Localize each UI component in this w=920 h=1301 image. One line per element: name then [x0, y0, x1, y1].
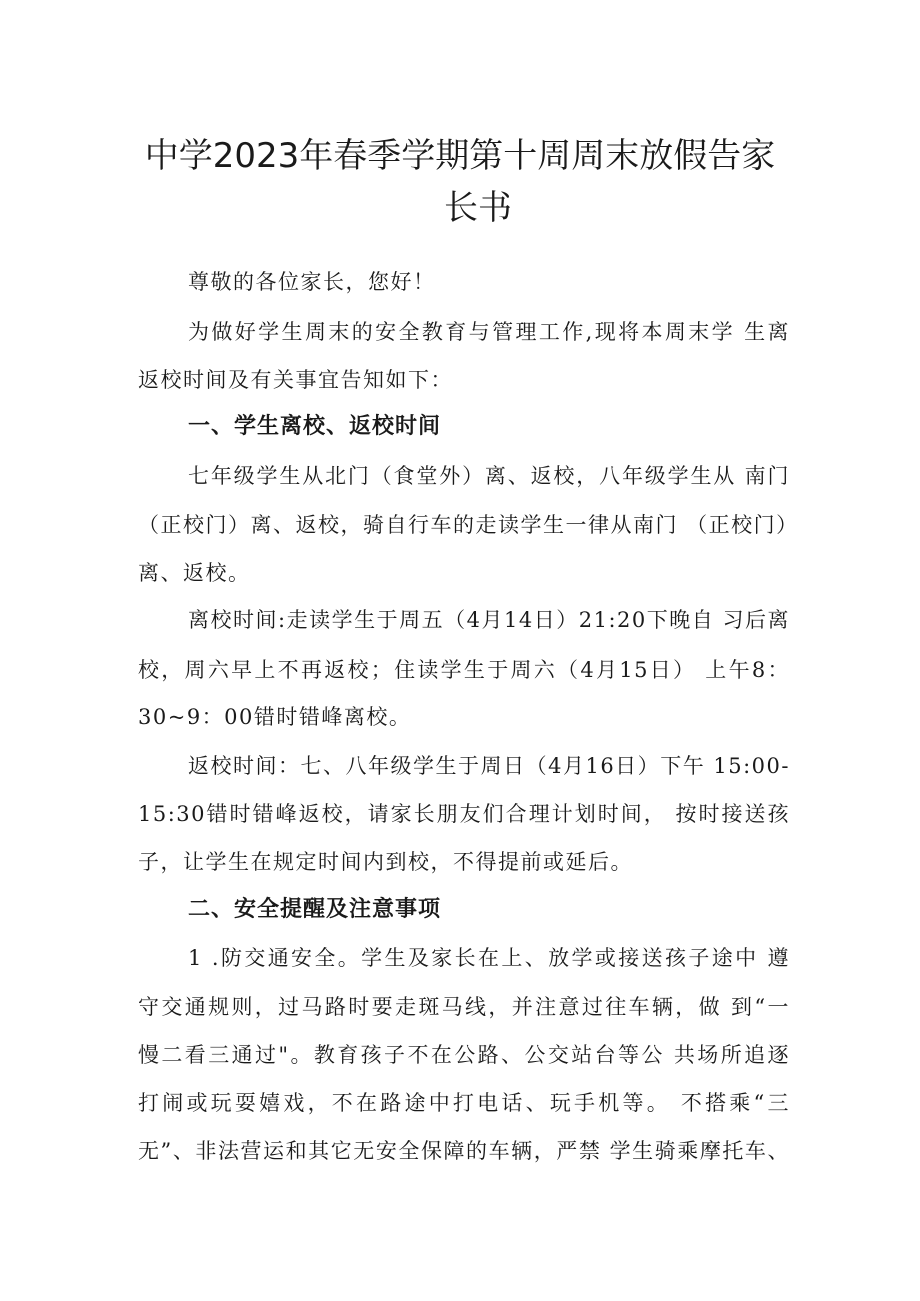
return-time-line-3: 子，让学生在规定时间内到校，不得提前或延后。	[138, 850, 633, 874]
document-title-line-1: 中学2023年春季学期第十周周末放假告家	[144, 136, 776, 176]
traffic-line-2: 守交通规则，过马路时要走斑马线，并注意过往车辆，做 到“一	[138, 995, 790, 1019]
leave-time-line-1: 离校时间:走读学生于周五（4月14日）21:20下晚自 习后离	[188, 608, 790, 632]
gates-line-1: 七年级学生从北门（食堂外）离、返校，八年级学生从 南门	[188, 464, 790, 488]
traffic-line-1: 1 .防交通安全。学生及家长在上、放学或接送孩子途中 遵	[188, 946, 790, 970]
section-2-heading: 二、安全提醒及注意事项	[188, 897, 442, 922]
traffic-line-4: 打闹或玩耍嬉戏，不在路途中打电话、玩手机等。 不搭乘“三	[138, 1091, 790, 1115]
greeting: 尊敬的各位家长，您好！	[188, 270, 436, 294]
leave-time-line-3: 30~9：00错时错峰离校。	[138, 705, 412, 729]
intro-line-2: 返校时间及有关事宜告知如下：	[138, 368, 453, 392]
return-time-line-1: 返校时间：七、八年级学生于周日（4月16日）下午 15:00-	[188, 754, 790, 778]
gates-line-2: （正校门）离、返校，骑自行车的走读学生一律从南门 （正校门）	[138, 513, 799, 537]
intro-line-1: 为做好学生周末的安全教育与管理工作,现将本周末学 生离	[188, 320, 790, 344]
traffic-line-3: 慢二看三通过"。教育孩子不在公路、公交站台等公 共场所追逐	[138, 1043, 790, 1067]
traffic-line-5: 无”、非法营运和其它无安全保障的车辆，严禁 学生骑乘摩托车、	[138, 1139, 790, 1163]
document-title-line-2: 长书	[444, 188, 512, 228]
return-time-line-2: 15:30错时错峰返校，请家长朋友们合理计划时间， 按时接送孩	[138, 802, 790, 826]
leave-time-line-2: 校，周六早上不再返校；住读学生于周六（4月15日） 上午8：	[138, 658, 790, 682]
section-1-heading: 一、学生离校、返校时间	[188, 414, 442, 439]
gates-line-3: 离、返校。	[138, 561, 251, 585]
